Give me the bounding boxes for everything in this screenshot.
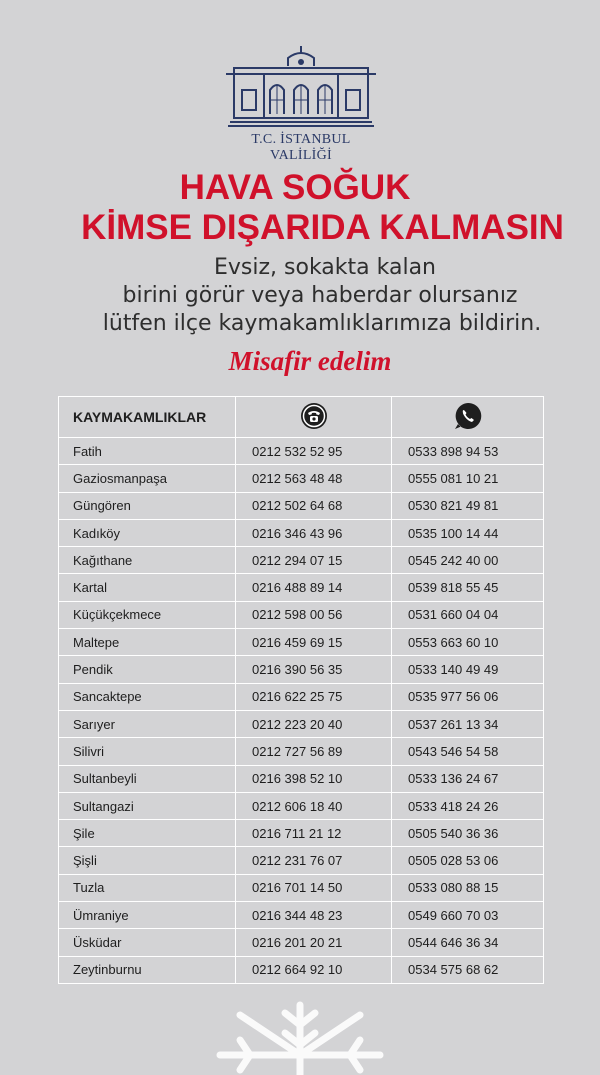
snowflake-icon (200, 995, 400, 1075)
body-line-1: Evsiz, sokakta kalan (214, 255, 436, 280)
body-text (0, 254, 600, 338)
table-row (59, 656, 544, 683)
building-icon (226, 44, 376, 130)
district-cell: Ümraniye (59, 902, 236, 929)
mobile-cell: 0539 818 55 45 (392, 574, 544, 601)
phone-cell: 0216 622 25 75 (236, 683, 392, 710)
phone-cell: 0212 223 20 40 (236, 710, 392, 737)
phone-cell: 0212 294 07 15 (236, 547, 392, 574)
mobile-cell: 0533 136 24 67 (392, 765, 544, 792)
mobile-cell: 0535 100 14 44 (392, 519, 544, 546)
phone-cell: 0212 231 76 07 (236, 847, 392, 874)
mobile-cell: 0553 663 60 10 (392, 629, 544, 656)
table-row (59, 492, 544, 519)
phone-cell: 0216 711 21 12 (236, 820, 392, 847)
table-row (59, 574, 544, 601)
phone-cell: 0216 488 89 14 (236, 574, 392, 601)
district-cell: Sarıyer (59, 710, 236, 737)
table-row (59, 792, 544, 819)
district-cell: Küçükçekmece (59, 601, 236, 628)
headline (0, 168, 600, 248)
phone-cell: 0212 502 64 68 (236, 492, 392, 519)
phone-cell: 0212 727 56 89 (236, 738, 392, 765)
table-row (59, 738, 544, 765)
table-header-row (59, 397, 544, 438)
phone-cell: 0212 606 18 40 (236, 792, 392, 819)
phone-cell: 0216 459 69 15 (236, 629, 392, 656)
headline-line-1: HAVA SOĞUK (179, 168, 411, 207)
table-row (59, 765, 544, 792)
district-cell: Kadıköy (59, 519, 236, 546)
mobile-cell: 0530 821 49 81 (392, 492, 544, 519)
phone-column-header (236, 397, 392, 438)
district-cell: Fatih (59, 438, 236, 465)
whatsapp-icon (453, 401, 483, 431)
phone-cell: 0216 346 43 96 (236, 519, 392, 546)
headline-line-2: KİMSE DIŞARIDA KALMASIN (81, 208, 564, 247)
district-cell: Üsküdar (59, 929, 236, 956)
table-row (59, 601, 544, 628)
district-cell: Sultangazi (59, 792, 236, 819)
phone-cell: 0216 390 56 35 (236, 656, 392, 683)
mobile-cell: 0535 977 56 06 (392, 683, 544, 710)
logo-text: T.C. İSTANBUL VALİLİĞİ (251, 132, 351, 163)
district-column-header: KAYMAKAMLIKLAR (59, 397, 236, 438)
table-row (59, 902, 544, 929)
phone-cell: 0212 532 52 95 (236, 438, 392, 465)
mobile-cell: 0545 242 40 00 (392, 547, 544, 574)
phone-cell: 0216 701 14 50 (236, 874, 392, 901)
district-cell: Kağıthane (59, 547, 236, 574)
district-cell: Kartal (59, 574, 236, 601)
phone-cell: 0216 344 48 23 (236, 902, 392, 929)
table-row (59, 956, 544, 983)
district-cell: Güngören (59, 492, 236, 519)
district-cell: Pendik (59, 656, 236, 683)
table-row (59, 820, 544, 847)
mobile-cell: 0543 546 54 58 (392, 738, 544, 765)
district-cell: Şile (59, 820, 236, 847)
mobile-cell: 0555 081 10 21 (392, 465, 544, 492)
tagline: Misafir edelim (228, 346, 392, 376)
mobile-cell: 0531 660 04 04 (392, 601, 544, 628)
district-contact-table (58, 396, 544, 984)
mobile-cell: 0533 140 49 49 (392, 656, 544, 683)
mobile-cell: 0533 080 88 15 (392, 874, 544, 901)
district-cell: Silivri (59, 738, 236, 765)
district-cell: Tuzla (59, 874, 236, 901)
phone-cell: 0216 398 52 10 (236, 765, 392, 792)
table-row (59, 547, 544, 574)
table-row (59, 683, 544, 710)
phone-cell: 0212 563 48 48 (236, 465, 392, 492)
body-line-3: lütfen ilçe kaymakamlıklarımıza bildirin. (102, 311, 542, 336)
mobile-cell: 0549 660 70 03 (392, 902, 544, 929)
mobile-cell: 0533 418 24 26 (392, 792, 544, 819)
mobile-cell: 0533 898 94 53 (392, 438, 544, 465)
mobile-cell: 0544 646 36 34 (392, 929, 544, 956)
mobile-cell: 0537 261 13 34 (392, 710, 544, 737)
district-cell: Şişli (59, 847, 236, 874)
district-cell: Sancaktepe (59, 683, 236, 710)
table-row (59, 929, 544, 956)
telephone-icon (300, 402, 328, 430)
mobile-column-header (392, 397, 544, 438)
district-cell: Gaziosmanpaşa (59, 465, 236, 492)
valilik-logo (226, 44, 376, 163)
table-row (59, 874, 544, 901)
phone-cell: 0216 201 20 21 (236, 929, 392, 956)
mobile-cell: 0505 028 53 06 (392, 847, 544, 874)
district-cell: Sultanbeyli (59, 765, 236, 792)
table-row (59, 519, 544, 546)
table-row (59, 465, 544, 492)
mobile-cell: 0534 575 68 62 (392, 956, 544, 983)
table-row (59, 438, 544, 465)
table-row (59, 847, 544, 874)
table-row (59, 710, 544, 737)
phone-cell: 0212 598 00 56 (236, 601, 392, 628)
district-cell: Zeytinburnu (59, 956, 236, 983)
table-row (59, 629, 544, 656)
phone-cell: 0212 664 92 10 (236, 956, 392, 983)
mobile-cell: 0505 540 36 36 (392, 820, 544, 847)
district-cell: Maltepe (59, 629, 236, 656)
body-line-2: birini görür veya haberdar olursanız (122, 283, 518, 308)
